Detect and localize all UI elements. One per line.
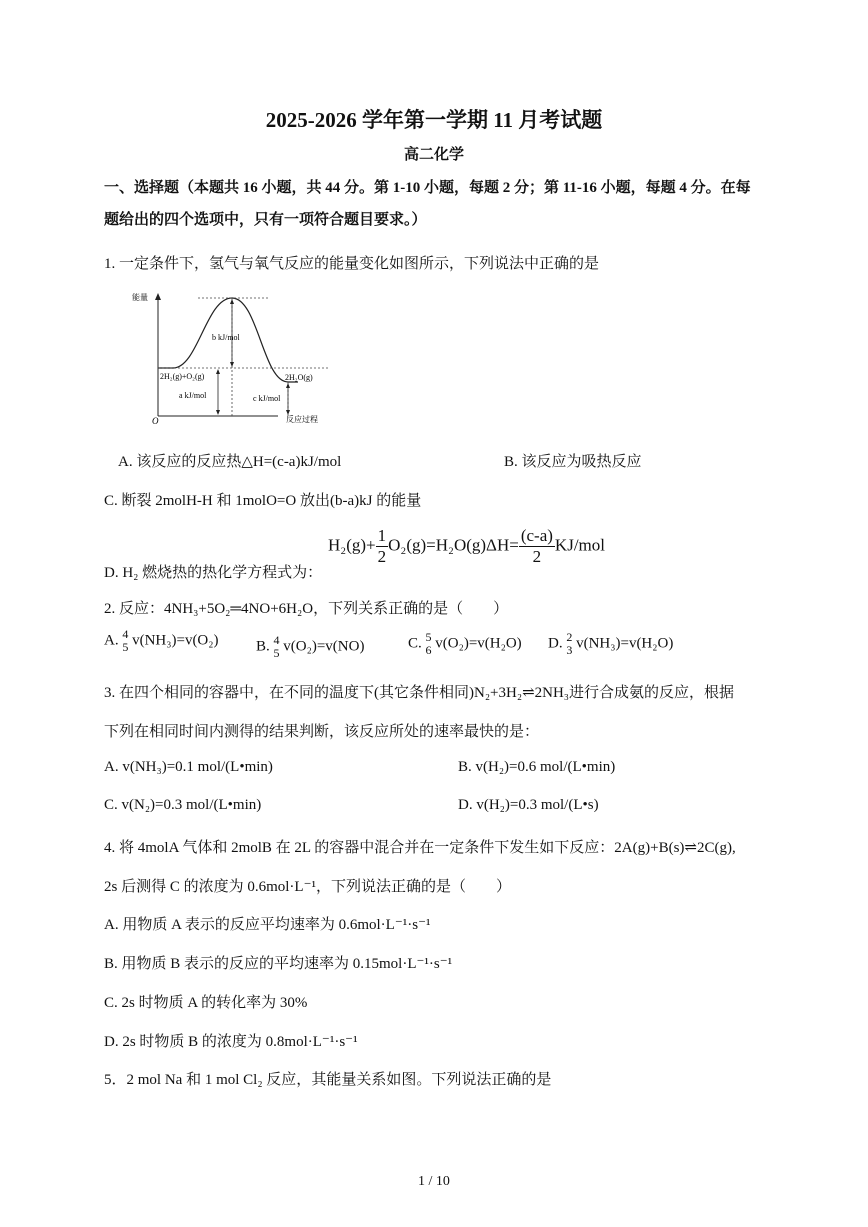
page-number: 1 / 10	[418, 1174, 450, 1189]
question-2-option-b: B. 4 5 v(O₂)=v(NO)	[256, 633, 365, 660]
diagram-b-label: b kJ/mol	[212, 333, 240, 342]
question-4-option-a: A. 用物质 A 表示的反应平均速率为 0.6mol·L⁻¹·s⁻¹	[104, 917, 431, 933]
diagram-product-label: 2H₂O(g)	[285, 373, 313, 382]
question-5-stem: 5．2 mol Na 和 1 mol Cl₂ 反应，其能量关系如图。下列说法正确的是	[104, 1072, 552, 1088]
diagram-a-label: a kJ/mol	[179, 391, 207, 400]
question-4-option-c: C. 2s 时物质 A 的转化率为 30%	[104, 995, 308, 1011]
section-heading-line1: 一、选择题（本题共 16 小题，共 44 分。第 1-10 小题，每题 2 分；第 11-16 小题，每题 4 分。在每	[104, 180, 751, 196]
question-1-option-c: C. 断裂 2molH-H 和 1molO=O 放出(b-a)kJ 的能量	[104, 493, 422, 509]
equation-left: H₂(g)+	[328, 535, 376, 555]
question-4-line2: 2s 后测得 C 的浓度为 0.6mol·L⁻¹，下列说法正确的是（ ）	[104, 879, 512, 895]
question-1-option-b: B. 该反应为吸热反应	[504, 454, 642, 470]
equation-unit: KJ/mol	[554, 535, 605, 555]
question-3-line2: 下列在相同时间内测得的结果判断，该反应所处的速率最快的是：	[104, 724, 540, 740]
diagram-xlabel: 反应过程	[286, 415, 318, 424]
equation-half-fraction: $\frac{1}{2}$	[377, 526, 387, 566]
page-title: 2025-2026 学年第一学期 11 月考试题	[265, 108, 603, 132]
equation-dh-fraction: $\frac{(c-a)}{2}$	[520, 526, 553, 566]
question-3-option-d: D. v(H₂)=0.3 mol/(L•s)	[458, 797, 599, 813]
question-1-option-d: D. H₂ 燃烧热的热化学方程式为：	[104, 565, 323, 581]
question-2-option-c: C. 5 6 v(O₂)=v(H₂O)	[408, 630, 522, 657]
question-2-option-d: D. 2 3 v(NH₃)=v(H₂O)	[548, 630, 674, 657]
question-3-option-b: B. v(H₂)=0.6 mol/(L•min)	[458, 759, 616, 775]
thermochemical-equation	[328, 526, 605, 567]
diagram-c-label: c kJ/mol	[253, 394, 281, 403]
question-4-option-d: D. 2s 时物质 B 的浓度为 0.8mol·L⁻¹·s⁻¹	[104, 1034, 358, 1050]
page-subtitle: 高二化学	[403, 147, 464, 163]
question-2-stem: 2. 反应：4NH₃+5O₂═4NO+6H₂O，下列关系正确的是（ ）	[104, 601, 509, 617]
question-4-option-b: B. 用物质 B 表示的反应的平均速率为 0.15mol·L⁻¹·s⁻¹	[104, 956, 453, 972]
diagram-reactant-label: 2H₂(g)+O₂(g)	[160, 372, 205, 381]
question-1-stem: 1. 一定条件下，氢气与氧气反应的能量变化如图所示，下列说法中正确的是	[104, 256, 600, 272]
diagram-ylabel: 能量	[132, 293, 148, 302]
energy-diagram	[128, 286, 338, 428]
question-3-line1: 3. 在四个相同的容器中，在不同的温度下(其它条件相同)N₂+3H₂⇌2NH₃进行合成氨的反应，根据	[104, 685, 735, 701]
question-1-option-a: A. 该反应的反应热△H=(c-a)kJ/mol	[118, 454, 342, 470]
section-heading-line2: 题给出的四个选项中，只有一项符合题目要求。）	[104, 212, 427, 228]
question-3-option-a: A. v(NH₃)=0.1 mol/(L•min)	[104, 759, 273, 775]
question-2-option-a: A. 4 5 v(NH₃)=v(O₂)	[104, 627, 219, 654]
question-3-option-c: C. v(N₂)=0.3 mol/(L•min)	[104, 797, 262, 813]
diagram-origin: O	[152, 416, 159, 426]
equation-middle: O₂(g)=H₂O(g)ΔH=	[388, 535, 519, 555]
question-4-line1: 4. 将 4molA 气体和 2molB 在 2L 的容器中混合并在一定条件下发生如下反应：2A(g)+B(s)⇌2C(g),	[104, 840, 736, 856]
